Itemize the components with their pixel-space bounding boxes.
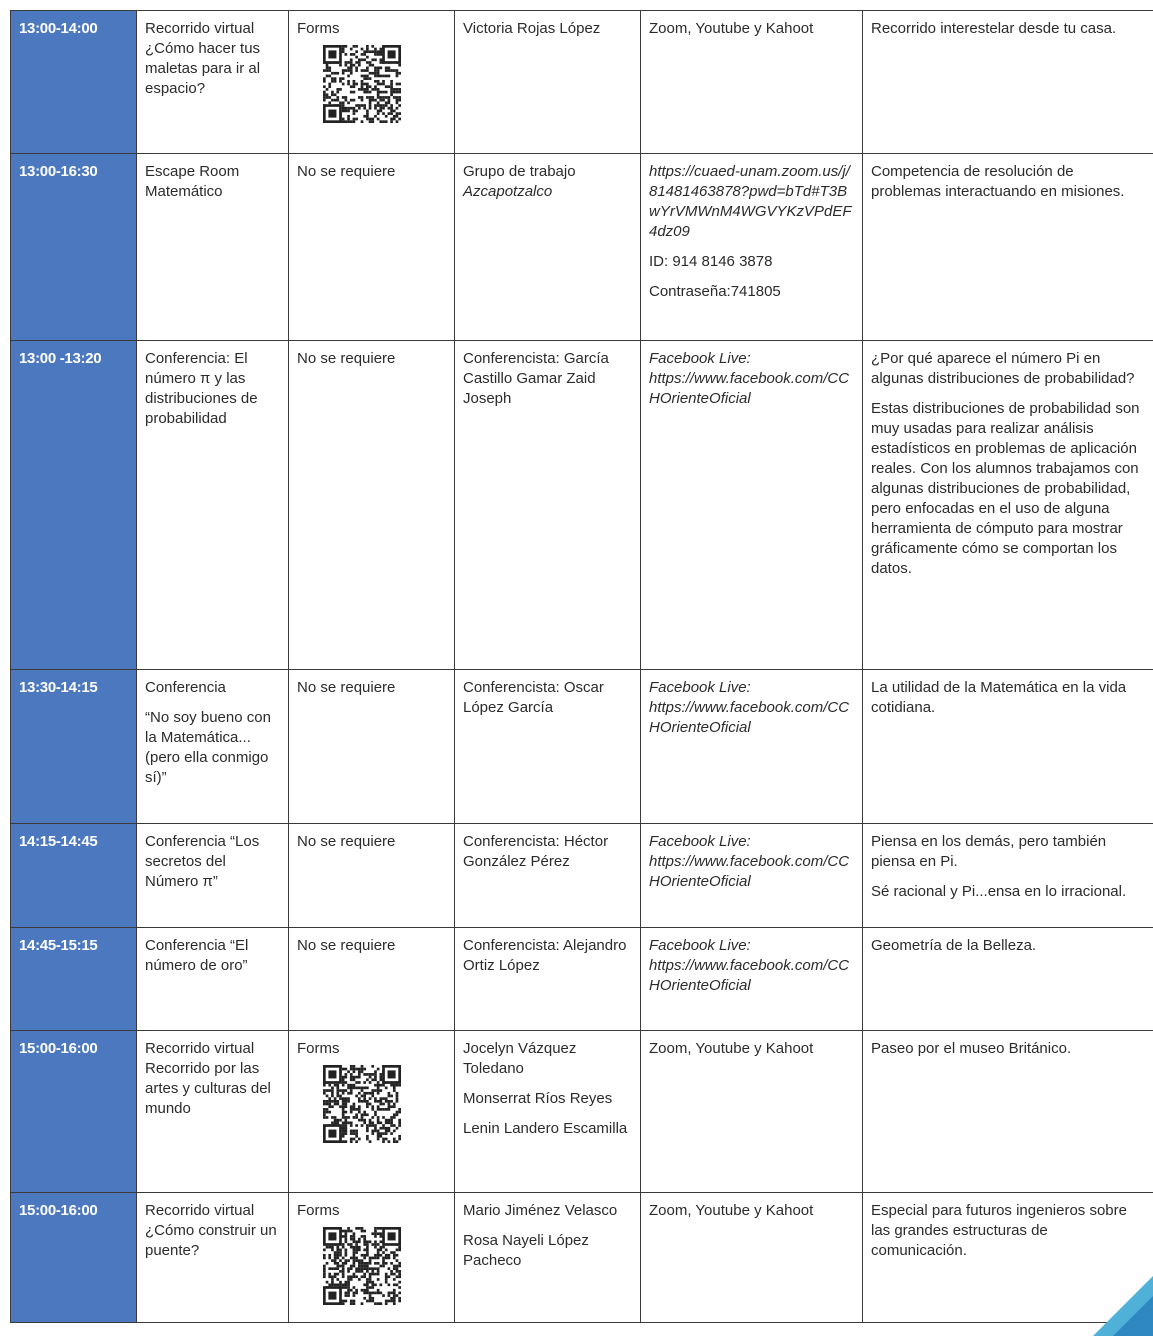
registration-text: No se requiere — [297, 679, 396, 696]
platform-text: Zoom, Youtube y Kahoot — [649, 1040, 814, 1057]
person-name: Monserrat Ríos Reyes — [463, 1090, 613, 1107]
activity-text: Recorrido virtual Recorrido por las artes y culturas del mundo — [145, 1040, 271, 1117]
facebook-live-link[interactable]: Facebook Live: https://www.facebook.com/CCHOrienteOficial — [649, 350, 850, 407]
people-cell — [455, 1031, 641, 1193]
person-name: Conferencista: Alejandro Ortiz López — [463, 937, 627, 974]
platform-cell — [641, 1193, 863, 1323]
activity-text: “No soy bueno con la Matemática... (pero ella conmigo sí)” — [145, 709, 271, 786]
person-name: Conferencista: García Castillo Gamar Zaid Joseph — [463, 350, 609, 407]
person-name: Victoria Rojas López — [463, 20, 601, 37]
time-cell: 15:00-16:00 — [11, 1193, 137, 1323]
description-cell — [863, 1031, 1153, 1193]
platform-cell — [641, 11, 863, 154]
activity-text: Conferencia — [145, 679, 226, 696]
registration-cell — [289, 1193, 455, 1323]
facebook-live-link[interactable]: Facebook Live: https://www.facebook.com/CCHOrienteOficial — [649, 679, 850, 736]
activity-text: ¿Cómo hacer tus maletas para ir al espacio? — [145, 40, 261, 97]
time-cell: 13:00-14:00 — [11, 11, 137, 154]
table-row — [11, 1193, 1153, 1323]
registration-cell — [289, 1031, 455, 1193]
people-cell — [455, 824, 641, 928]
description-text: La utilidad de la Matemática en la vida cotidiana. — [871, 679, 1127, 716]
description-text: Recorrido interestelar desde tu casa. — [871, 20, 1117, 37]
people-cell — [455, 670, 641, 824]
registration-cell — [289, 824, 455, 928]
facebook-live-link[interactable]: Facebook Live: https://www.facebook.com/CCHOrienteOficial — [649, 937, 850, 994]
registration-text: No se requiere — [297, 163, 396, 180]
activity-cell — [137, 11, 289, 154]
activity-text: Recorrido virtual — [145, 20, 255, 37]
activity-text: Conferencia “Los secretos del Número π” — [145, 833, 260, 890]
registration-text: No se requiere — [297, 833, 396, 850]
qr-code-icon[interactable] — [319, 45, 405, 123]
registration-cell — [289, 11, 455, 154]
table-row — [11, 928, 1153, 1031]
person-name: Grupo de trabajo — [463, 163, 576, 180]
registration-text: Forms — [297, 20, 340, 37]
table-row — [11, 670, 1153, 824]
registration-text: No se requiere — [297, 350, 396, 367]
activity-text: ¿Cómo construir un puente? — [145, 1222, 277, 1259]
activity-cell — [137, 824, 289, 928]
activity-text: Escape Room Matemático — [145, 163, 240, 200]
table-row — [11, 341, 1153, 670]
table-row — [11, 11, 1153, 154]
description-cell — [863, 11, 1153, 154]
platform-text: Zoom, Youtube y Kahoot — [649, 1202, 814, 1219]
table-row — [11, 824, 1153, 928]
platform-cell — [641, 928, 863, 1031]
table-row — [11, 1031, 1153, 1193]
table-row — [11, 154, 1153, 341]
people-cell — [455, 11, 641, 154]
time-cell: 13:30-14:15 — [11, 670, 137, 824]
facebook-live-link[interactable]: Facebook Live: https://www.facebook.com/CCHOrienteOficial — [649, 833, 850, 890]
registration-cell — [289, 670, 455, 824]
platform-text: Zoom, Youtube y Kahoot — [649, 20, 814, 37]
registration-text: Forms — [297, 1202, 340, 1219]
person-name: Conferencista: Héctor González Pérez — [463, 833, 609, 870]
person-name: Jocelyn Vázquez Toledano — [463, 1040, 577, 1077]
activity-cell — [137, 154, 289, 341]
corner-decoration-icon — [1073, 1256, 1153, 1336]
platform-cell — [641, 824, 863, 928]
person-name: Conferencista: Oscar López García — [463, 679, 604, 716]
description-text: Geometría de la Belleza. — [871, 937, 1037, 954]
activity-cell — [137, 928, 289, 1031]
description-cell — [863, 341, 1153, 670]
activity-cell — [137, 670, 289, 824]
people-cell — [455, 928, 641, 1031]
platform-cell — [641, 670, 863, 824]
schedule-table — [10, 10, 1153, 1323]
qr-code-icon[interactable] — [319, 1227, 405, 1305]
time-cell: 15:00-16:00 — [11, 1031, 137, 1193]
meeting-password: Contraseña:741805 — [649, 283, 781, 300]
registration-cell — [289, 341, 455, 670]
registration-text: Forms — [297, 1040, 340, 1057]
description-text: Competencia de resolución de problemas interactuando en misiones. — [871, 163, 1125, 200]
description-cell — [863, 928, 1153, 1031]
registration-cell — [289, 928, 455, 1031]
description-text: ¿Por qué aparece el número Pi en algunas distribuciones de probabilidad? — [871, 350, 1135, 387]
people-cell — [455, 1193, 641, 1323]
time-cell: 14:45-15:15 — [11, 928, 137, 1031]
people-cell — [455, 154, 641, 341]
description-cell — [863, 824, 1153, 928]
qr-code-icon[interactable] — [319, 1065, 405, 1143]
people-cell — [455, 341, 641, 670]
person-name: Rosa Nayeli López Pacheco — [463, 1232, 589, 1269]
meeting-id: ID: 914 8146 3878 — [649, 253, 773, 270]
platform-cell — [641, 341, 863, 670]
activity-text: Recorrido virtual — [145, 1202, 255, 1219]
platform-cell — [641, 154, 863, 341]
activity-text: Conferencia: El número π y las distribuciones de probabilidad — [145, 350, 258, 427]
description-cell — [863, 154, 1153, 341]
activity-cell — [137, 1031, 289, 1193]
person-name: Mario Jiménez Velasco — [463, 1202, 618, 1219]
description-text: Especial para futuros ingenieros sobre las grandes estructuras de comunicación. — [871, 1202, 1127, 1259]
person-name: Azcapotzalco — [463, 183, 553, 200]
zoom-link[interactable]: https://cuaed-unam.zoom.us/j/81481463878?pwd=bTd#T3BwYrVMWnM4WGVYKzVPdEF4dz09 — [649, 163, 852, 240]
person-name: Lenin Landero Escamilla — [463, 1120, 628, 1137]
platform-cell — [641, 1031, 863, 1193]
description-cell — [863, 670, 1153, 824]
time-cell: 14:15-14:45 — [11, 824, 137, 928]
description-text: Sé racional y Pi...ensa en lo irracional. — [871, 883, 1127, 900]
activity-text: Conferencia “El número de oro” — [145, 937, 249, 974]
description-text: Estas distribuciones de probabilidad son muy usadas para realizar análisis estadísticos en problemas de aplicación reales. Con los alumnos trabajamos con algunas distribuciones de probabilidad, pero enfocadas en el uso de alguna herramienta de cómputo para mostrar gráficamente cómo se comportan los datos. — [871, 400, 1140, 577]
registration-text: No se requiere — [297, 937, 396, 954]
schedule-body — [11, 11, 1153, 1323]
description-text: Piensa en los demás, pero también piensa en Pi. — [871, 833, 1107, 870]
time-cell: 13:00-16:30 — [11, 154, 137, 341]
registration-cell — [289, 154, 455, 341]
time-cell: 13:00 -13:20 — [11, 341, 137, 670]
activity-cell — [137, 1193, 289, 1323]
activity-cell — [137, 341, 289, 670]
description-text: Paseo por el museo Británico. — [871, 1040, 1072, 1057]
